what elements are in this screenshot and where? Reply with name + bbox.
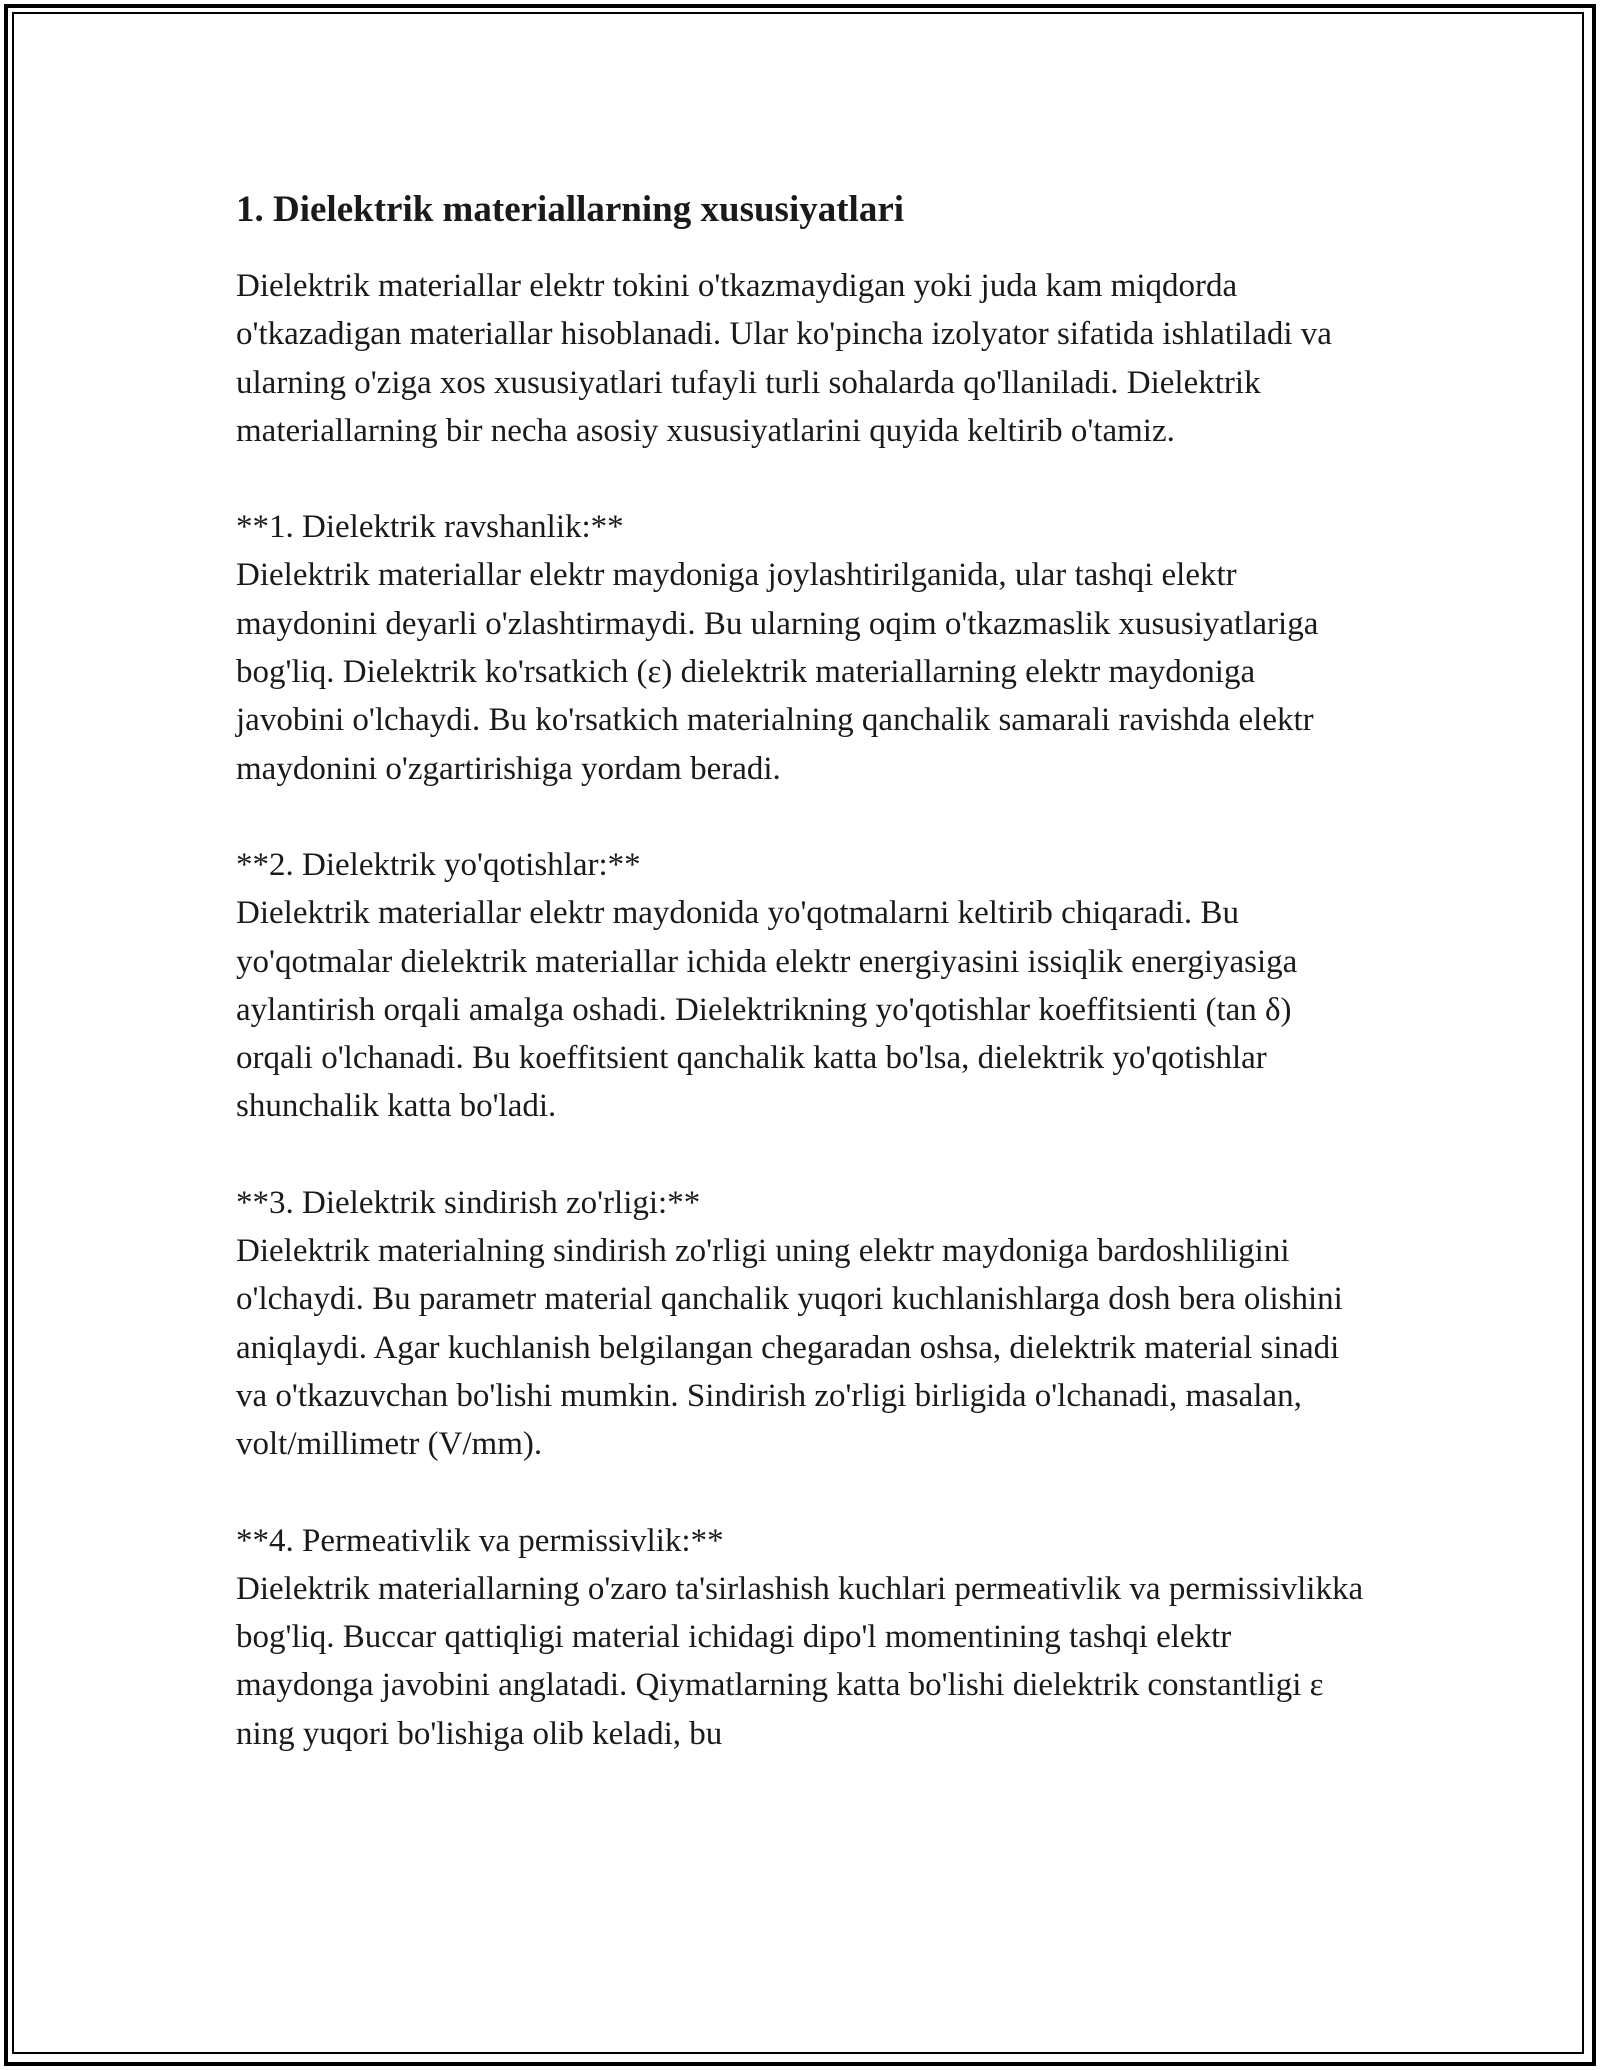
section-1 (236, 503, 1366, 793)
section-3 (236, 1179, 1366, 1469)
section-title: **3. Dielektrik sindirish zo'rligi:** (236, 1184, 701, 1221)
intro-paragraph: Dielektrik materiallar elektr tokini o'tkazmaydigan yoki juda kam miqdorda o'tkazadigan materiallar hisoblanadi. Ular ko'pincha izolyator sifatida ishlatiladi va ularning o'ziga xos xususiyatlari tufayli turli sohalarda qo'llaniladi. Dielektrik materiallarning bir necha asosiy xususiyatlarini quyida keltirib o'tamiz. (236, 268, 1332, 449)
section-title: **1. Dielektrik ravshanlik:** (236, 509, 624, 546)
section-4 (236, 1517, 1366, 1758)
section-body: Dielektrik materiallar elektr maydonida yo'qotmalarni keltirib chiqaradi. Bu yo'qotmalar dielektrik materiallar ichida elektr energiyasini issiqlik energiyasiga aylantirish orqali amalga oshadi. Dielektrikning yo'qotishlar koeffitsienti (tan δ) orqali o'lchanadi. Bu koeffitsient qanchalik katta bo'lsa, dielektrik yo'qotishlar shunchalik katta bo'ladi. (236, 895, 1298, 1125)
document-heading: 1. Dielektrik materiallarning xususiyatlari (236, 189, 905, 230)
document-body (236, 186, 1366, 1806)
section-body: Dielektrik materialning sindirish zo'rligi uning elektr maydoniga bardoshliligini o'lchaydi. Bu parametr material qanchalik yuqori kuchlanishlarga dosh bera olishini aniqlaydi. Agar kuchlanish belgilangan chegaradan oshsa, dielektrik material sinadi va o'tkazuvchan bo'lishi mumkin. Sindirish zo'rligi birligida o'lchanadi, masalan, volt/millimetr (V/mm). (236, 1233, 1343, 1463)
section-body: Dielektrik materiallarning o'zaro ta'sirlashish kuchlari permeativlik va permissivlikka bog'liq. Buccar qattiqligi material ichidagi dipo'l momentining tashqi elektr maydonga javobini anglatadi. Qiymatlarning katta bo'lishi dielektrik constantligi ε ning yuqori bo'lishiga olib keladi, bu (236, 1570, 1364, 1752)
section-title: **2. Dielektrik yo'qotishlar:** (236, 846, 641, 883)
section-2 (236, 841, 1366, 1131)
section-title: **4. Permeativlik va permissivlik:** (236, 1522, 724, 1559)
section-body: Dielektrik materiallar elektr maydoniga joylashtirilganida, ular tashqi elektr maydonini deyarli o'zlashtirmaydi. Bu ularning oqim o'tkazmaslik xususiyatlariga bog'liq. Dielektrik ko'rsatkich (ε) dielektrik materiallarning elektr maydoniga javobini o'lchaydi. Bu ko'rsatkich materialning qanchalik samarali ravishda elektr maydonini o'zgartirishiga yordam beradi. (236, 557, 1319, 787)
